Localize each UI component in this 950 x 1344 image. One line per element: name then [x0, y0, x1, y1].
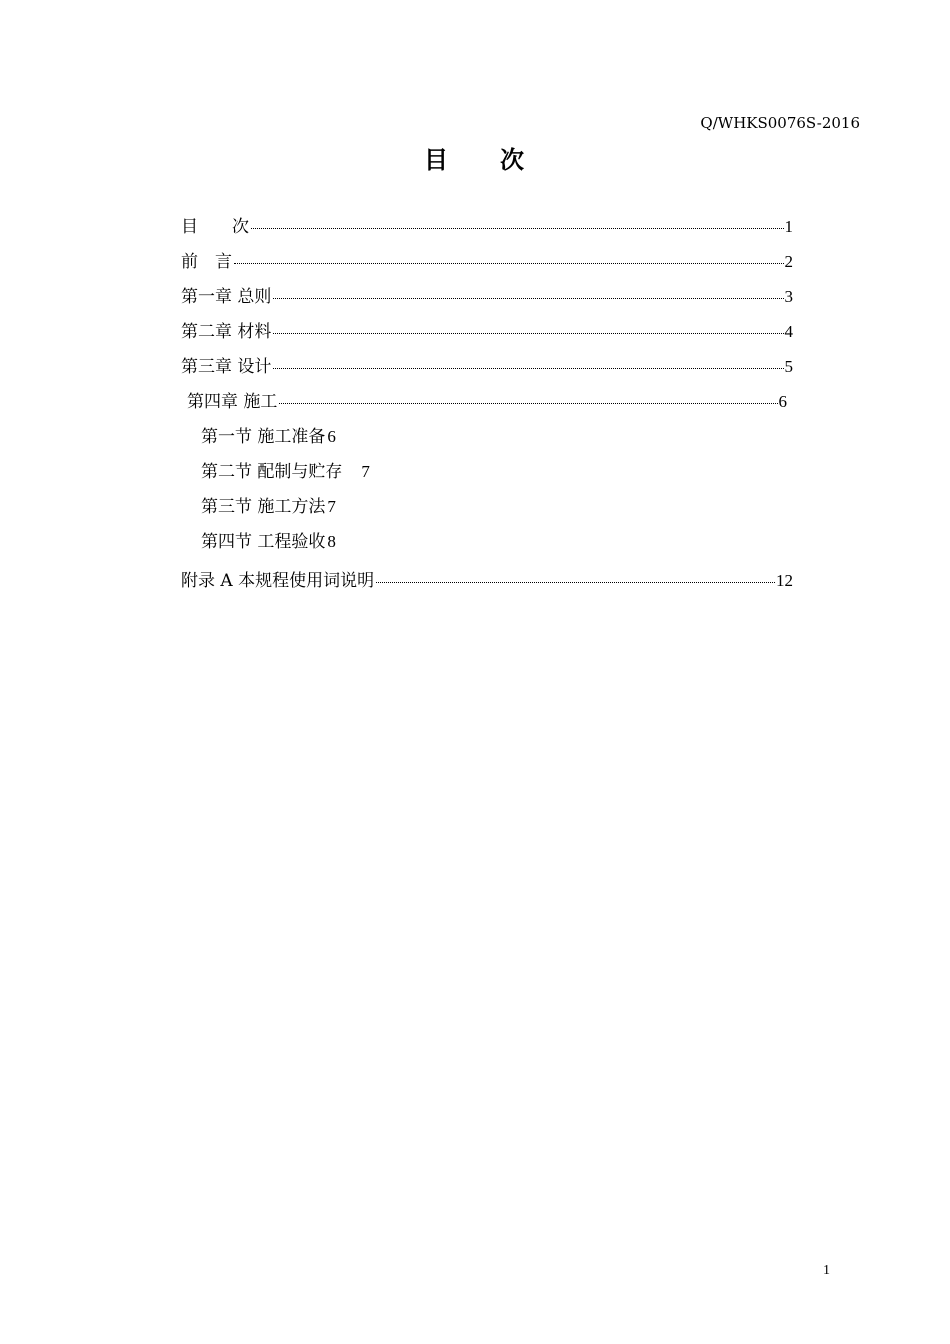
- toc-section[interactable]: [181, 517, 793, 552]
- toc-section-page: 8: [327, 532, 336, 551]
- toc-leader: [234, 262, 784, 264]
- toc-leader: [273, 297, 783, 299]
- toc-entry-page: 3: [784, 287, 793, 306]
- toc-section-label: 第一节 施工准备: [201, 427, 326, 447]
- toc-appendix-page: 12: [776, 571, 793, 590]
- toc-entry-label: 前 言: [181, 252, 232, 272]
- page-title-left: 目: [424, 146, 450, 174]
- toc-entry-label: 第四章 施工: [187, 392, 278, 412]
- toc-section[interactable]: [181, 482, 793, 517]
- toc-entry-page: 1: [784, 217, 793, 236]
- page-title: [0, 140, 950, 175]
- toc-appendix[interactable]: [181, 552, 793, 591]
- toc-section[interactable]: [181, 447, 793, 482]
- toc-entry[interactable]: [181, 342, 793, 377]
- toc-entry[interactable]: [181, 202, 793, 237]
- page-title-right: 次: [500, 146, 526, 174]
- toc-leader: [279, 402, 777, 404]
- toc-entry-label: 目 次: [181, 217, 249, 237]
- toc-entry[interactable]: [181, 272, 793, 307]
- toc-entry-label: 第二章 材料: [181, 322, 272, 342]
- toc-section[interactable]: [181, 412, 793, 447]
- table-of-contents: [181, 202, 793, 591]
- toc-entry-page: 2: [784, 252, 793, 271]
- toc-section-label: 第四节 工程验收: [201, 532, 326, 552]
- toc-leader: [273, 367, 783, 369]
- toc-entry[interactable]: [181, 237, 793, 272]
- toc-entry-page: 5: [784, 357, 793, 376]
- toc-entry-label: 第一章 总则: [181, 287, 272, 307]
- toc-leader: [273, 332, 783, 334]
- toc-section-page: 7: [344, 462, 370, 481]
- document-code: Q/WHKS0076S-2016: [700, 114, 860, 132]
- toc-entry[interactable]: [181, 377, 793, 412]
- toc-entry[interactable]: [181, 307, 793, 342]
- toc-entry-page: 4: [784, 322, 793, 341]
- toc-leader: [376, 581, 775, 583]
- toc-entry-page: 6: [778, 392, 787, 411]
- toc-appendix-label: 附录 A 本规程使用词说明: [181, 571, 375, 591]
- toc-section-label: 第二节 配制与贮存: [201, 462, 343, 482]
- toc-entry-label: 第三章 设计: [181, 357, 272, 377]
- toc-section-page: 7: [327, 497, 336, 516]
- toc-leader: [251, 227, 784, 229]
- page-number: 1: [823, 1263, 830, 1278]
- toc-section-label: 第三节 施工方法: [201, 497, 326, 517]
- toc-section-page: 6: [327, 427, 336, 446]
